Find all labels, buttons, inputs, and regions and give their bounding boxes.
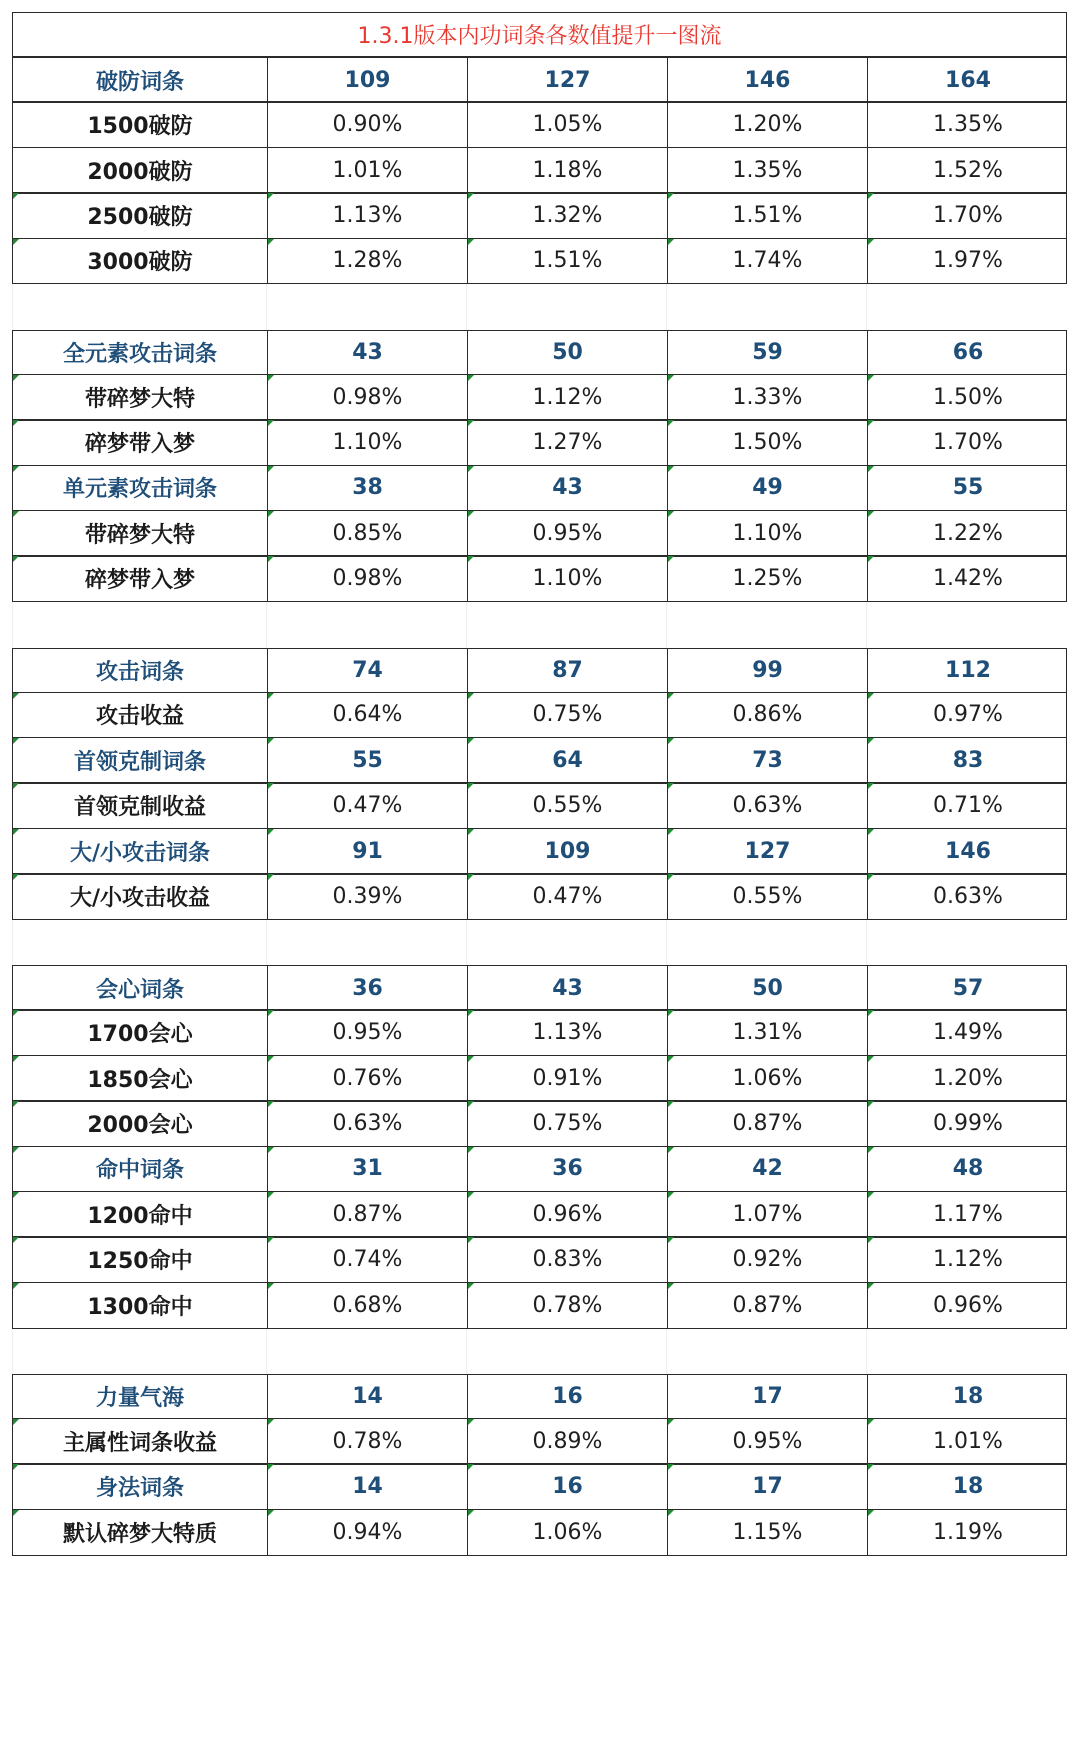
row-label[interactable]: 攻击收益 — [13, 693, 267, 738]
gain-percent-cell[interactable]: 1.10% — [667, 511, 867, 556]
stat-value-cell[interactable]: 50 — [667, 966, 867, 1009]
gain-percent-cell[interactable]: 1.33% — [667, 375, 867, 420]
row-label[interactable]: 主属性词条收益 — [13, 1419, 267, 1464]
row-label[interactable]: 2000破防 — [87, 159, 193, 185]
row-label[interactable]: 碎梦带入梦 — [13, 420, 267, 465]
empty-cell[interactable] — [466, 920, 666, 965]
stat-value-cell[interactable]: 17 — [667, 1464, 867, 1509]
gain-percent-cell[interactable]: 0.87% — [667, 1101, 867, 1146]
stat-value-cell[interactable]: 127 — [467, 58, 667, 101]
gain-percent-cell[interactable]: 1.50% — [867, 375, 1068, 420]
row-category-label[interactable]: 命中词条 — [13, 1147, 267, 1192]
gain-percent-cell[interactable]: 1.15% — [667, 1510, 867, 1555]
table-row — [12, 1282, 1067, 1329]
gain-percent-cell[interactable]: 1.35% — [867, 102, 1068, 147]
header-row — [12, 737, 1067, 784]
empty-cell[interactable] — [12, 602, 266, 647]
empty-cell[interactable] — [866, 920, 1067, 965]
table-row — [12, 374, 1067, 421]
gain-percent-cell[interactable]: 1.13% — [467, 1010, 667, 1055]
gain-percent-cell[interactable]: 0.95% — [467, 511, 667, 556]
stat-value-cell[interactable]: 109 — [467, 829, 667, 874]
stat-value-cell[interactable]: 57 — [867, 966, 1068, 1009]
stat-value-cell[interactable]: 36 — [267, 966, 467, 1009]
stat-value-cell[interactable]: 146 — [867, 829, 1068, 874]
stat-value-cell[interactable]: 43 — [467, 966, 667, 1009]
gain-percent-cell[interactable]: 0.63% — [867, 874, 1068, 919]
stat-value-cell[interactable]: 66 — [867, 331, 1068, 374]
row-label[interactable]: 1850会心 — [13, 1056, 267, 1101]
gain-percent-cell[interactable]: 0.96% — [867, 1283, 1068, 1328]
stat-value-cell[interactable]: 50 — [467, 331, 667, 374]
empty-cell[interactable] — [266, 602, 466, 647]
gain-percent-cell[interactable]: 0.98% — [267, 556, 467, 601]
row-label[interactable]: 默认碎梦大特质 — [13, 1510, 267, 1555]
stat-value-cell[interactable]: 146 — [667, 58, 867, 101]
stat-value-cell[interactable]: 99 — [667, 649, 867, 692]
gain-percent-cell[interactable]: 0.90% — [267, 102, 467, 147]
gain-percent-cell[interactable]: 0.76% — [267, 1056, 467, 1101]
table-row — [12, 692, 1067, 739]
table-row — [12, 873, 1067, 920]
sheet-title[interactable]: 1.3.1版本内功词条各数值提升一图流 — [357, 24, 722, 49]
empty-cell[interactable] — [866, 602, 1067, 647]
spacer-row — [12, 284, 1067, 329]
empty-cell[interactable] — [266, 920, 466, 965]
gain-percent-cell[interactable]: 0.92% — [667, 1237, 867, 1282]
gain-percent-cell[interactable]: 1.18% — [467, 148, 667, 193]
stat-value-cell[interactable]: 14 — [267, 1464, 467, 1509]
gain-percent-cell[interactable]: 1.12% — [467, 375, 667, 420]
empty-cell[interactable] — [666, 1329, 866, 1374]
row-label[interactable]: 2500破防 — [13, 193, 267, 238]
table-row — [12, 1509, 1067, 1556]
table-row — [12, 419, 1067, 466]
row-label[interactable]: 带碎梦大特 — [13, 375, 267, 420]
gain-percent-cell[interactable]: 0.86% — [667, 693, 867, 738]
empty-cell[interactable] — [266, 284, 466, 329]
gain-percent-cell[interactable]: 0.64% — [267, 693, 467, 738]
gain-percent-cell[interactable]: 1.20% — [867, 1056, 1068, 1101]
stat-value-cell[interactable]: 18 — [867, 1464, 1068, 1509]
table-row — [12, 782, 1067, 829]
gain-percent-cell[interactable]: 1.32% — [467, 193, 667, 238]
gain-percent-cell[interactable]: 0.39% — [267, 874, 467, 919]
gain-percent-cell[interactable]: 1.51% — [467, 239, 667, 284]
table-row — [12, 1055, 1067, 1102]
row-label[interactable]: 首领克制收益 — [13, 783, 267, 828]
gain-percent-cell[interactable]: 1.05% — [467, 102, 667, 147]
title-row — [12, 12, 1067, 57]
stat-value-cell[interactable]: 18 — [867, 1375, 1068, 1418]
gain-percent-cell[interactable]: 0.85% — [267, 511, 467, 556]
table-row — [12, 147, 1067, 194]
header-row — [12, 648, 1067, 693]
table-row — [12, 1009, 1067, 1056]
stat-value-cell[interactable]: 164 — [867, 58, 1068, 101]
gain-percent-cell[interactable]: 0.95% — [267, 1010, 467, 1055]
gain-percent-cell[interactable]: 1.19% — [867, 1510, 1068, 1555]
stat-value-cell[interactable]: 109 — [267, 58, 467, 101]
table-row — [12, 1100, 1067, 1147]
gain-percent-cell[interactable]: 1.49% — [867, 1010, 1068, 1055]
stat-value-cell[interactable]: 36 — [467, 1147, 667, 1192]
stat-value-cell[interactable]: 87 — [467, 649, 667, 692]
gain-percent-cell[interactable]: 1.06% — [667, 1056, 867, 1101]
gain-percent-cell[interactable]: 0.98% — [267, 375, 467, 420]
empty-cell[interactable] — [12, 1329, 266, 1374]
empty-cell[interactable] — [466, 1329, 666, 1374]
gain-percent-cell[interactable]: 1.06% — [467, 1510, 667, 1555]
gain-percent-cell[interactable]: 0.47% — [267, 783, 467, 828]
spacer-row — [12, 920, 1067, 965]
stat-value-cell[interactable]: 49 — [667, 466, 867, 511]
header-row — [12, 965, 1067, 1010]
gain-percent-cell[interactable]: 0.89% — [467, 1419, 667, 1464]
header-row — [12, 330, 1067, 375]
gain-percent-cell[interactable]: 0.63% — [667, 783, 867, 828]
gain-percent-cell[interactable]: 1.13% — [267, 193, 467, 238]
gain-percent-cell[interactable]: 0.68% — [267, 1283, 467, 1328]
table-row — [12, 1236, 1067, 1283]
stat-value-cell[interactable]: 43 — [267, 331, 467, 374]
gain-percent-cell[interactable]: 0.78% — [467, 1283, 667, 1328]
header-row — [12, 828, 1067, 875]
stat-value-cell[interactable]: 14 — [267, 1375, 467, 1418]
row-category-label[interactable]: 会心词条 — [95, 977, 184, 1003]
gain-percent-cell[interactable]: 1.22% — [867, 511, 1068, 556]
row-label[interactable]: 1500破防 — [87, 114, 193, 140]
row-label[interactable]: 1200命中 — [13, 1192, 267, 1237]
row-label[interactable]: 1250命中 — [13, 1237, 267, 1282]
row-category-label[interactable]: 力量气海 — [95, 1386, 184, 1412]
gain-percent-cell[interactable]: 1.20% — [667, 102, 867, 147]
header-row — [12, 1146, 1067, 1193]
header-row — [12, 465, 1067, 512]
row-label[interactable]: 3000破防 — [13, 239, 267, 284]
table-row — [12, 238, 1067, 285]
stat-value-cell[interactable]: 64 — [467, 738, 667, 783]
row-category-label[interactable]: 身法词条 — [13, 1464, 267, 1509]
gain-percent-cell[interactable]: 1.42% — [867, 556, 1068, 601]
row-category-label[interactable]: 攻击词条 — [95, 659, 184, 685]
empty-cell[interactable] — [666, 602, 866, 647]
gain-percent-cell[interactable]: 1.70% — [867, 420, 1068, 465]
gain-percent-cell[interactable]: 1.25% — [667, 556, 867, 601]
stat-value-cell[interactable]: 55 — [267, 738, 467, 783]
row-category-label[interactable]: 首领克制词条 — [13, 738, 267, 783]
header-row — [12, 57, 1067, 102]
spreadsheet — [12, 12, 1067, 1752]
gain-percent-cell[interactable]: 0.78% — [267, 1419, 467, 1464]
table-row — [12, 555, 1067, 602]
table-row — [12, 510, 1067, 557]
row-label[interactable]: 1700会心 — [13, 1010, 267, 1055]
gain-percent-cell[interactable]: 0.55% — [467, 783, 667, 828]
stat-value-cell[interactable]: 83 — [867, 738, 1068, 783]
gain-percent-cell[interactable]: 0.95% — [667, 1419, 867, 1464]
stat-value-cell[interactable]: 73 — [667, 738, 867, 783]
gain-percent-cell[interactable]: 0.91% — [467, 1056, 667, 1101]
gain-percent-cell[interactable]: 1.07% — [667, 1192, 867, 1237]
stat-value-cell[interactable]: 16 — [467, 1375, 667, 1418]
empty-cell[interactable] — [266, 1329, 466, 1374]
row-label[interactable]: 带碎梦大特 — [13, 511, 267, 556]
row-category-label[interactable]: 单元素攻击词条 — [13, 466, 267, 511]
stat-value-cell[interactable]: 42 — [667, 1147, 867, 1192]
gain-percent-cell[interactable]: 0.96% — [467, 1192, 667, 1237]
empty-cell[interactable] — [666, 284, 866, 329]
gain-percent-cell[interactable]: 1.50% — [667, 420, 867, 465]
gain-percent-cell[interactable]: 0.83% — [467, 1237, 667, 1282]
row-category-label[interactable]: 大/小攻击词条 — [13, 829, 267, 874]
table-row — [12, 1418, 1067, 1465]
gain-percent-cell[interactable]: 1.01% — [267, 148, 467, 193]
stat-value-cell[interactable]: 48 — [867, 1147, 1068, 1192]
stat-value-cell[interactable]: 17 — [667, 1375, 867, 1418]
gain-percent-cell[interactable]: 0.75% — [467, 693, 667, 738]
gain-percent-cell[interactable]: 1.35% — [667, 148, 867, 193]
gain-percent-cell[interactable]: 1.51% — [667, 193, 867, 238]
gain-percent-cell[interactable]: 1.31% — [667, 1010, 867, 1055]
gain-percent-cell[interactable]: 1.74% — [667, 239, 867, 284]
gain-percent-cell[interactable]: 1.70% — [867, 193, 1068, 238]
table-row — [12, 101, 1067, 148]
spacer-row — [12, 1329, 1067, 1374]
empty-cell[interactable] — [12, 284, 266, 329]
stat-value-cell[interactable]: 112 — [867, 649, 1068, 692]
row-category-label[interactable]: 全元素攻击词条 — [62, 341, 217, 367]
stat-value-cell[interactable]: 16 — [467, 1464, 667, 1509]
gain-percent-cell[interactable]: 0.87% — [667, 1283, 867, 1328]
stat-value-cell[interactable]: 38 — [267, 466, 467, 511]
row-label[interactable]: 1300命中 — [13, 1283, 267, 1328]
gain-percent-cell[interactable]: 0.87% — [267, 1192, 467, 1237]
stat-value-cell[interactable]: 31 — [267, 1147, 467, 1192]
empty-cell[interactable] — [666, 920, 866, 965]
gain-percent-cell[interactable]: 1.17% — [867, 1192, 1068, 1237]
empty-cell[interactable] — [866, 1329, 1067, 1374]
gain-percent-cell[interactable]: 0.63% — [267, 1101, 467, 1146]
header-row — [12, 1463, 1067, 1510]
empty-cell[interactable] — [866, 284, 1067, 329]
stat-value-cell[interactable]: 127 — [667, 829, 867, 874]
gain-percent-cell[interactable]: 1.28% — [267, 239, 467, 284]
gain-percent-cell[interactable]: 0.99% — [867, 1101, 1068, 1146]
gain-percent-cell[interactable]: 1.27% — [467, 420, 667, 465]
row-category-label[interactable]: 破防词条 — [95, 69, 184, 95]
gain-percent-cell[interactable]: 1.01% — [867, 1419, 1068, 1464]
gain-percent-cell[interactable]: 0.75% — [467, 1101, 667, 1146]
stat-value-cell[interactable]: 91 — [267, 829, 467, 874]
gain-percent-cell[interactable]: 0.74% — [267, 1237, 467, 1282]
gain-percent-cell[interactable]: 1.10% — [467, 556, 667, 601]
row-label[interactable]: 碎梦带入梦 — [13, 556, 267, 601]
gain-percent-cell[interactable]: 1.97% — [867, 239, 1068, 284]
row-label[interactable]: 2000会心 — [13, 1101, 267, 1146]
header-row — [12, 1374, 1067, 1419]
spacer-row — [12, 602, 1067, 647]
stat-value-cell[interactable]: 59 — [667, 331, 867, 374]
row-label[interactable]: 大/小攻击收益 — [13, 874, 267, 919]
gain-percent-cell[interactable]: 1.12% — [867, 1237, 1068, 1282]
gain-percent-cell[interactable]: 0.97% — [867, 693, 1068, 738]
gain-percent-cell[interactable]: 0.71% — [867, 783, 1068, 828]
stat-value-cell[interactable]: 43 — [467, 466, 667, 511]
gain-percent-cell[interactable]: 0.94% — [267, 1510, 467, 1555]
empty-cell[interactable] — [466, 284, 666, 329]
gain-percent-cell[interactable]: 0.47% — [467, 874, 667, 919]
stat-value-cell[interactable]: 74 — [267, 649, 467, 692]
table-row — [12, 192, 1067, 239]
gain-percent-cell[interactable]: 1.10% — [267, 420, 467, 465]
empty-cell[interactable] — [466, 602, 666, 647]
gain-percent-cell[interactable]: 1.52% — [867, 148, 1068, 193]
empty-cell[interactable] — [12, 920, 266, 965]
table-row — [12, 1191, 1067, 1238]
stat-value-cell[interactable]: 55 — [867, 466, 1068, 511]
gain-percent-cell[interactable]: 0.55% — [667, 874, 867, 919]
